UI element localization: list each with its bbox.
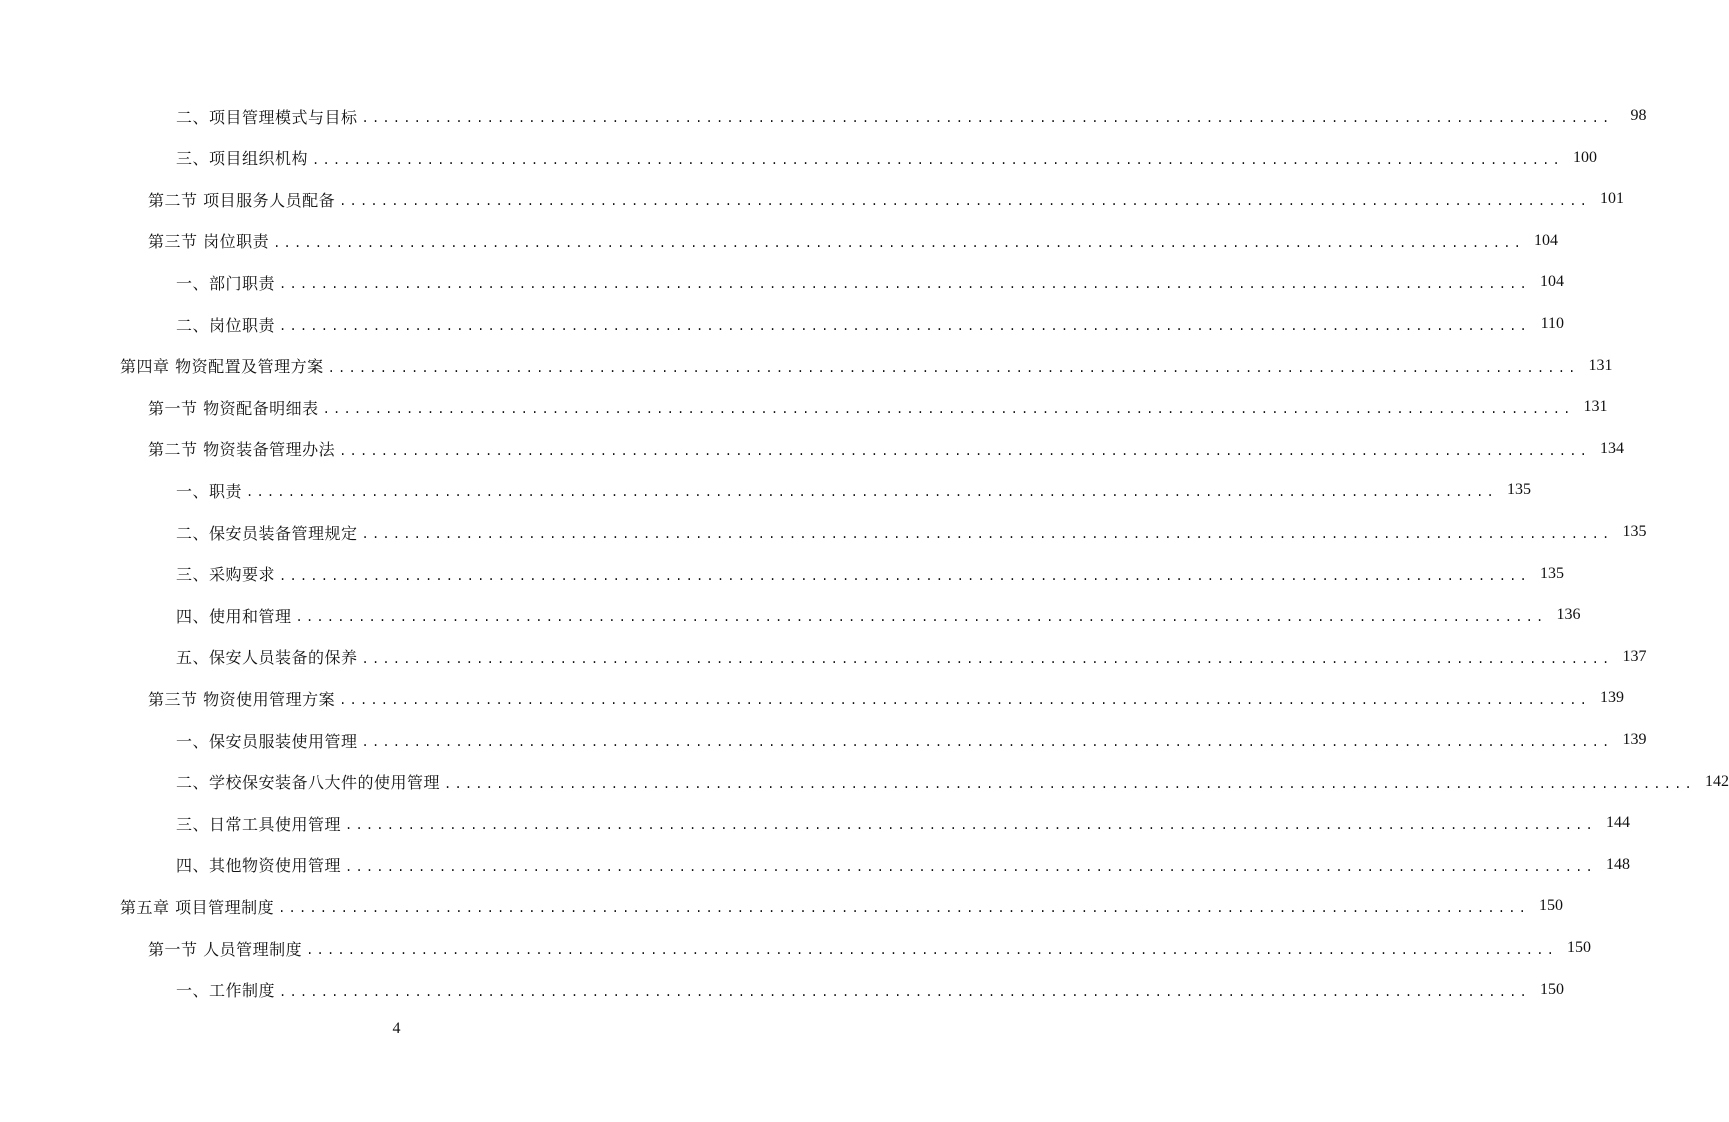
toc-entry[interactable]: [176, 95, 1647, 137]
toc-entry-page: 110: [1540, 315, 1564, 332]
toc-entry-title: 第三节 岗位职责: [148, 232, 270, 252]
toc-entry-page: 104: [1534, 231, 1559, 249]
toc-entry-title: 一、工作制度: [176, 981, 276, 1001]
toc-entry-page: 101: [1600, 190, 1625, 208]
toc-entry-page: 139: [1622, 731, 1647, 748]
toc-entry-title: 第二节 项目服务人员配备: [148, 190, 336, 210]
toc-entry[interactable]: [148, 677, 1625, 719]
toc-entry-page: 134: [1600, 439, 1625, 457]
toc-leader-dots: ........................................................................................................................: [273, 235, 1525, 250]
toc-leader-dots: ........................................................................................................................: [361, 735, 1613, 749]
toc-leader-dots: ........................................................................................................................: [279, 984, 1530, 999]
toc-entry-page: 150: [1539, 980, 1564, 998]
toc-entry-title: 一、职责: [176, 481, 243, 501]
toc-entry[interactable]: [176, 553, 1564, 595]
toc-entry-title: 二、岗位职责: [176, 315, 276, 335]
toc-entry-page: 150: [1567, 939, 1592, 956]
toc-leader-dots: ........................................................................................................................: [339, 194, 1591, 209]
toc-leader-dots: ........................................................................................................................: [295, 610, 1547, 625]
toc-entry-title: 三、采购要求: [176, 565, 276, 585]
toc-entry[interactable]: [176, 969, 1564, 1011]
toc-entry-page: 135: [1539, 564, 1564, 582]
toc-entry[interactable]: [148, 386, 1608, 428]
toc-entry-title: 三、项目组织机构: [176, 149, 309, 169]
toc-entry-page: 150: [1539, 897, 1564, 915]
toc-entry-title: 第三节 物资使用管理方案: [148, 689, 336, 709]
toc-entry-title: 第五章 项目管理制度: [120, 897, 275, 917]
toc-entry-page: 100: [1572, 148, 1597, 166]
toc-entry-page: 135: [1506, 481, 1531, 499]
toc-leader-dots: ........................................................................................................................: [361, 527, 1613, 541]
toc-leader-dots: ........................................................................................................................: [312, 152, 1563, 167]
toc-entry-title: 四、使用和管理: [176, 606, 292, 626]
toc-entry-page: 98: [1630, 107, 1647, 124]
toc-entry-title: 二、项目管理模式与目标: [176, 107, 358, 127]
toc-entry-title: 三、日常工具使用管理: [176, 814, 342, 834]
toc-entry[interactable]: [148, 220, 1559, 262]
toc-entry[interactable]: [120, 885, 1564, 927]
toc-entry-page: 104: [1539, 273, 1564, 291]
toc-entry-title: 第一节 物资配备明细表: [148, 398, 319, 418]
toc-entry-title: 五、保安人员装备的保养: [176, 648, 358, 668]
toc-leader-dots: ........................................................................................................................: [345, 818, 1596, 833]
toc-entry[interactable]: [120, 345, 1613, 387]
toc-entry-page: 137: [1622, 647, 1647, 665]
toc-entry[interactable]: [176, 303, 1564, 345]
toc-entry-title: 二、保安员装备管理规定: [176, 523, 358, 543]
toc-entry-title: 一、保安员服装使用管理: [176, 731, 358, 751]
toc-entry[interactable]: [148, 428, 1625, 470]
toc-leader-dots: ........................................................................................................................: [279, 319, 1530, 333]
toc-leader-dots: ........................................................................................................................: [246, 485, 1497, 500]
toc-entry[interactable]: [176, 636, 1647, 678]
toc-entry[interactable]: [176, 761, 1729, 803]
toc-entry-page: 131: [1583, 398, 1608, 416]
toc-leader-dots: ........................................................................................................................: [361, 651, 1613, 666]
toc-entry[interactable]: [148, 927, 1592, 969]
toc-entry-page: 135: [1622, 523, 1647, 540]
toc-leader-dots: ........................................................................................................................: [327, 360, 1579, 375]
toc-entry[interactable]: [176, 802, 1630, 844]
toc-entry-page: 131: [1588, 356, 1613, 374]
toc-leader-dots: ........................................................................................................................: [339, 443, 1591, 458]
toc-entry-page: 148: [1605, 855, 1630, 873]
page-number: 4: [392, 1020, 401, 1037]
toc-entry-page: 142: [1704, 772, 1729, 790]
toc-entry[interactable]: [176, 844, 1630, 886]
toc-entry-page: 139: [1600, 689, 1625, 707]
toc-leader-dots: ........................................................................................................................: [322, 402, 1574, 417]
toc-leader-dots: ........................................................................................................................: [279, 568, 1530, 583]
toc-leader-dots: ........................................................................................................................: [339, 693, 1591, 708]
toc-entry-title: 第四章 物资配置及管理方案: [120, 357, 324, 377]
toc-entry-title: 一、部门职责: [176, 273, 276, 293]
toc-entry-title: 四、其他物资使用管理: [176, 856, 342, 876]
toc-leader-dots: ........................................................................................................................: [306, 943, 1558, 957]
toc-leader-dots: ........................................................................................................................: [361, 111, 1613, 125]
toc-entry-title: 二、学校保安装备八大件的使用管理: [176, 773, 441, 793]
toc-entry[interactable]: [176, 594, 1581, 636]
toc-entry-page: 144: [1605, 814, 1630, 832]
toc-entry[interactable]: [176, 511, 1647, 553]
toc-entry[interactable]: [148, 178, 1625, 220]
toc-entry[interactable]: [176, 719, 1647, 761]
toc-entry-page: 136: [1556, 606, 1581, 624]
toc-entry[interactable]: [176, 469, 1531, 511]
toc-entry[interactable]: [176, 137, 1597, 179]
toc-leader-dots: ........................................................................................................................: [444, 776, 1695, 791]
toc-leader-dots: ........................................................................................................................: [345, 859, 1596, 874]
toc-entry-title: 第一节 人员管理制度: [148, 939, 303, 959]
toc-leader-dots: ........................................................................................................................: [279, 277, 1530, 292]
toc-entry-title: 第二节 物资装备管理办法: [148, 440, 336, 460]
toc-entry[interactable]: [176, 261, 1564, 303]
toc-leader-dots: ........................................................................................................................: [278, 901, 1530, 916]
